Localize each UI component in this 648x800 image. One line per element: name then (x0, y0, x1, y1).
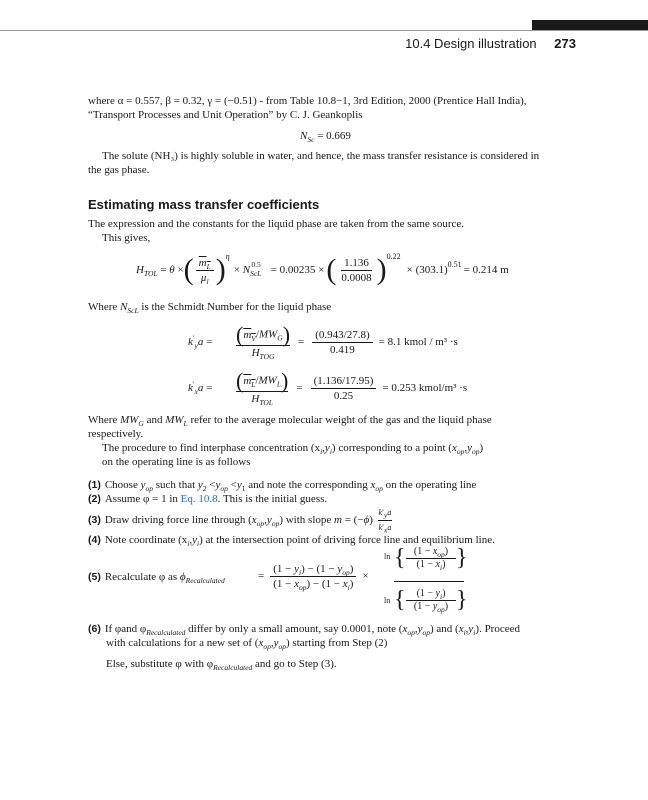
running-head (372, 36, 576, 51)
constants-line: where α = 0.557, β = 0.32, γ = (−0.51) - from Table 10.8−1, 3rd Edition, 2000 (Prentice Hall India), (88, 95, 527, 107)
htol-equation: $H_{TOL} = \theta$ × ( $\frac{m_L}{\mu_l}$ ) η × $N_{ScL}^{0.5}$ = 0.00235 × ( $\frac{1.136}{0.0008}$ ) 0.22 × (303.1) 0.51 = 0.214 m (136, 251, 509, 286)
nsc-equation: $N_{Sc} = 0.669$ (300, 130, 351, 145)
kxa-equation: $k'_xa$ = $\frac{(m_L/MW_L)}{H_{TOL}}$ = $\frac{(1.136/17.95)}{0.25}$ = 0.253 kmol/m³ ·s (188, 368, 468, 408)
step-3: (3) Draw driving force line through $(x_{op},y_{op})$ with slope m = (−ϕ) $\frac{k'_ya}{k'_xa}$ (88, 508, 392, 535)
step-5: (5) Recalculate φ as $\phi_{Recalculated}$ (88, 571, 225, 586)
else-line: Else, substitute φ with $\varphi_{Recalculated}$ and go to Step (3). (106, 658, 337, 673)
step5-log-ratio: ln { $(1 - x_{op})$ $(1 - x_i)$ } ln { $(1 - y_i)$ $(1 - y_{op})$ } (384, 545, 468, 614)
htol-den: 0.0008 (341, 271, 372, 284)
mw-line: Where $MW_G$ and $MW_L$ refer to the average molecular weight of the gas and the liquid phase (88, 414, 492, 429)
htol-mid: × (303.1) (406, 264, 448, 276)
procedure-line: The procedure to find interphase concentration $(x_i,y_i)$ corresponding to a point $(x_{op},y_{op})$ (102, 442, 484, 457)
header-bar (532, 20, 648, 30)
kya-den: 0.419 (330, 343, 355, 356)
step5-fraction: = $\frac{(1 - y_i) - (1 - y_{op})}{(1 - x_{op}) - (1 - x_i)}$ × (258, 562, 369, 592)
htol-num: 1.136 (341, 257, 372, 271)
htol-const: = 0.00235 × (270, 264, 325, 276)
section-title: 10.4 Design illustration (405, 36, 537, 51)
page-number: 273 (554, 36, 576, 51)
kxa-den: 0.25 (333, 389, 354, 402)
kxa-result: = 0.253 kmol/m³ ·s (382, 382, 468, 394)
step-1: (1) Choose $y_{op}$ such that $y_2 <y_{op} <y_1$ and note the corresponding $x_{op}$ on the operating line (88, 479, 477, 494)
htol-exp2: 0.51 (447, 259, 462, 269)
kya-result: = 8.1 kmol / m³ ·s (378, 336, 458, 348)
kya-equation: $k'_ya$ = $\frac{(m_V/MW_G)}{H_{TOG}}$ = $\frac{(0.943/27.8)}{0.419}$ = 8.1 kmol / m³ ·s (188, 322, 458, 362)
procedure-line-2: on the operating line is as follows (102, 456, 251, 468)
section-para: The expression and the constants for the liquid phase are taken from the same source. (88, 218, 465, 230)
schmidt-line: Where $N_{ScL}$ is the Schmidt Number for the liquid phase (88, 301, 332, 316)
solute-line: The solute (NH₃) is highly soluble in water, and hence, the mass transfer resistance is considered in (102, 150, 540, 162)
section-para-2: This gives, (102, 232, 151, 244)
htol-result: = 0.214 m (463, 264, 509, 276)
header-rule (0, 30, 648, 31)
kya-num: (0.943/27.8) (312, 329, 372, 343)
solute-line-2: the gas phase. (88, 164, 150, 176)
htol-exp1: 0.22 (386, 251, 401, 261)
source-line: “Transport Processes and Unit Operation” by C. J. Geankoplis (88, 109, 363, 121)
step-6-line-2: with calculations for a new set of $(x_{op},y_{op})$ starting from Step (2) (106, 637, 388, 652)
section-heading: Estimating mass transfer coefficients (88, 197, 320, 212)
eq-link[interactable]: Eq. 10.8 (180, 493, 218, 505)
step-6: (6) If φand $\varphi_{Recalculated}$ differ by only a small amount, say 0.0001, note $(x_{op},y_{op})$ and $(x_i,y_i)$. Proceed (88, 623, 520, 638)
step-4: (4) Note coordinate $(x_i,y_i)$ at the intersection point of driving force line and equilibrium line. (88, 534, 495, 549)
mw-line-2: respectively. (88, 428, 144, 440)
kxa-num: (1.136/17.95) (311, 375, 377, 389)
step-2: (2) Assume φ = 1 in Eq. 10.8. This is the initial guess. (88, 493, 328, 505)
